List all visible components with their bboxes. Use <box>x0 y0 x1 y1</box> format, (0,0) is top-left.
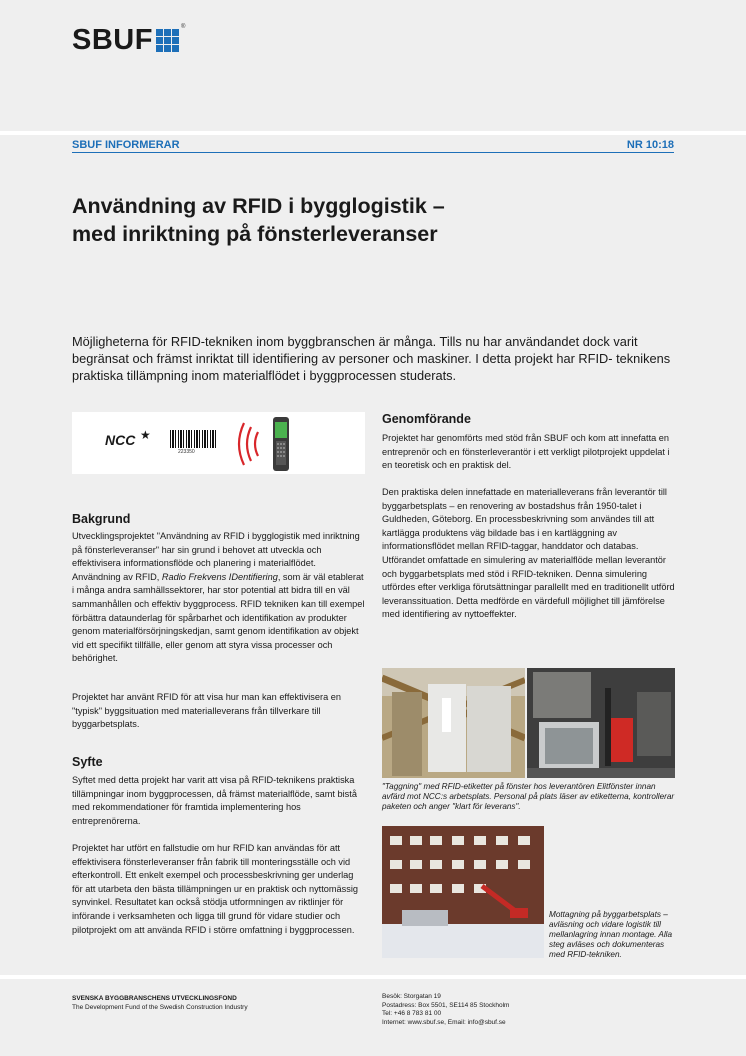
bakgrund-paragraph-2: Projektet har använt RFID för att visa hur man kan effektivisera en "typisk" byggsituation med materialleverans från tillverkare till byggarbetsplats. <box>72 692 341 730</box>
title-line-2: med inriktning på fönsterleveranser <box>72 222 438 246</box>
footer-visit-address: Besök: Storgatan 19 <box>382 993 441 1000</box>
series-label: SBUF INFORMERAR <box>72 139 180 151</box>
footer-organization: SVENSKA BYGGBRANSCHENS UTVECKLINGSFOND <box>72 995 237 1002</box>
logo-registered-mark: ® <box>180 24 186 30</box>
bakgrund-text-a: Utvecklingsprojektet "Användning av RFID i bygglogistik med inriktning på fönsterleveranser" har sin grund i behovet att utveckla och effektivisera informationsflöde och planering i materialflödet. Användning av RFID, <box>72 531 360 582</box>
photo-window-tagging <box>382 668 525 778</box>
genomforande-paragraph-2: Den praktiska delen innefattade en materialleverans från leverantör till byggarbetsplats – en renovering av bostadshus från 1950-talet i Guldheden, Göteborg. En processbeskrivning som användes till att kartlägga produktens väg bildade bas i en kartläggning av informationsflödet mellan RFID-taggar, handdator och databas. Utförandet omfattade en simulering av materialflöde mellan leverantör och byggarbetsplats med stöd i RFID-tekniken. Denna simulering utfördes efter verkliga förutsättningar parallellt med en traditionellt utförd leveranssituation. Detta medförde en värdefull möjlighet till jämförelse med identifiering av nyttoeffekter. <box>382 487 675 620</box>
logo-grid-icon <box>156 29 179 52</box>
heading-bakgrund: Bakgrund <box>72 512 131 526</box>
bakgrund-paragraph-1 <box>72 530 365 666</box>
footer-organization-english: The Development Fund of the Swedish Construction Industry <box>72 1004 248 1011</box>
ncc-star-icon: ★ <box>140 428 151 442</box>
blue-rule <box>72 152 674 153</box>
logo-text: SBUF <box>72 24 153 56</box>
barcode-icon <box>170 430 216 448</box>
caption-photo-2: Mottagning på byggarbetsplats – avläsning och vidare logistik till mellanlagring innan montage. Alla steg avläses och dokumenteras med RFID-tekniken. <box>549 910 673 959</box>
heading-genomforande: Genomförande <box>382 412 471 426</box>
ncc-logo: NCC <box>105 432 136 448</box>
header-divider <box>0 131 746 135</box>
rfid-banner-image <box>72 412 365 474</box>
bakgrund-text-b: , som är väl etablerat i många andra samhällssektorer, har stor potential att bidra till en väl sammanhållen och effektiv byggprocess. RFID tekniken kan till exempel förbättra dataunderlag för spårbarhet och identifikation av produkter genom materialförsörjningskedjan, samt genom identifikation av objekt vid ett specifikt tillfälle, eller genom att styra vissa processer och behörighet. <box>72 571 365 664</box>
page-title <box>72 192 632 248</box>
bakgrund-text-emphasis: Radio Frekvens IDentifiering <box>161 571 278 582</box>
caption-photo-1: "Taggning" med RFID-etiketter på fönster hos leverantören Elitfönster innan avfärd mot NCC:s arbetsplats. Personal på plats läser av etiketterna, kontrollerar paketen och anger "klart för leverans". <box>382 782 675 811</box>
footer-divider <box>0 975 746 979</box>
barcode-number: 223350 <box>178 449 195 455</box>
title-line-1: Användning av RFID i bygglogistik – <box>72 194 445 218</box>
photo-window-packages <box>527 668 675 778</box>
handheld-scanner-icon <box>270 417 292 471</box>
photo-building-site <box>382 826 544 958</box>
footer-contact <box>382 993 509 1027</box>
issue-number: NR 10:18 <box>626 139 674 151</box>
genomforande-paragraph-1: Projektet har genomförts med stöd från SBUF och kom att innefatta en entreprenör och en fönsterleverantör i ett verkligt pilotprojekt uppdelat i en teoretisk och en praktisk del. <box>382 433 670 471</box>
sbuf-logo <box>72 24 185 57</box>
intro-paragraph: Möjligheterna för RFID-tekniken inom byggbranschen är många. Tills nu har användandet dock varit begränsat och främst inriktat till identifiering av personer och maskiner. I detta projekt har RFID- teknikens praktiska tillämpning inom materialflödet i byggprocessen studerats. <box>72 334 671 383</box>
syfte-paragraph-1: Syftet med detta projekt har varit att visa på RFID-teknikens praktiska tillämpningar inom byggprocessen, då främst materialflöde, samt bistå med rekommendationer för framtida implementering hos entreprenörerna. <box>72 775 357 826</box>
footer-phone: Tel: +46 8 783 81 00 <box>382 1010 442 1017</box>
rfid-waves-icon <box>232 422 266 466</box>
footer-postal-address: Postadress: Box 5501, SE114 85 Stockholm <box>382 1001 510 1009</box>
heading-syfte: Syfte <box>72 755 103 769</box>
syfte-paragraph-2: Projektet har utfört en fallstudie om hur RFID kan användas för att effektivisera fönsterleveranser från fabrik till monteringsställe och vid efterkontroll. Ett enkelt exempel och processbeskrivning ger underlag för att utarbeta den bästa tillämpningen ur en praktisk och nyttomässig synvinkel. Resultatet kan också stödja utformningen av riktlinjer för införande i verksamheten och ligga till grund för vidare studier och pilotprojekt om att använda RFID i större omfattning i byggprocessen. <box>72 843 358 935</box>
footer-internet: Internet: www.sbuf.se, Email: info@sbuf.se <box>382 1018 506 1026</box>
